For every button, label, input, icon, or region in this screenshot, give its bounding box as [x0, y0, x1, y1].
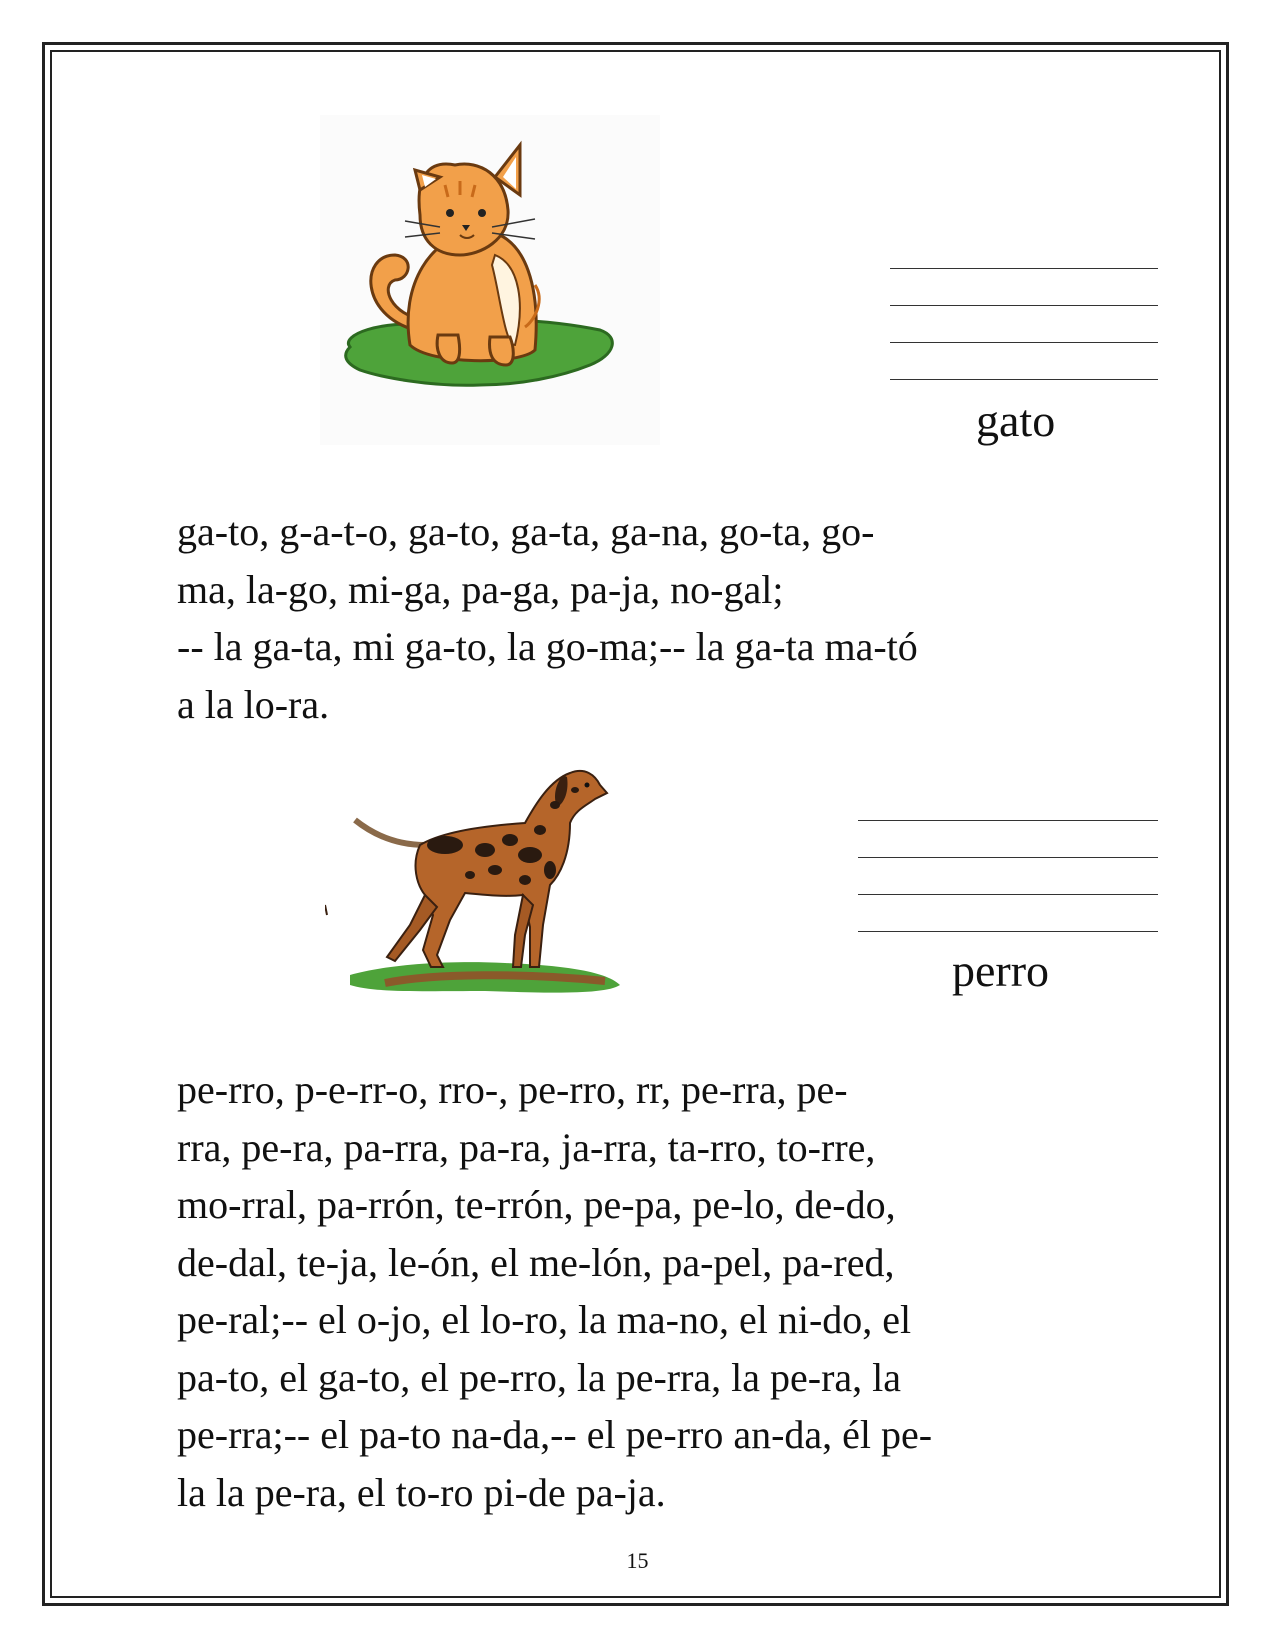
writing-line: [890, 342, 1158, 343]
word-label-gato: gato: [976, 395, 1056, 446]
writing-lines-perro[interactable]: [858, 820, 1158, 940]
syllable-paragraph-perro: [177, 1061, 1167, 1521]
text-line: pe-rra;-- el pa-to na-da,-- el pe-rro an-da, él pe-: [177, 1412, 933, 1457]
writing-line: [890, 379, 1158, 380]
writing-lines-gato[interactable]: [890, 268, 1158, 388]
text-line: pa-to, el ga-to, el pe-rro, la pe-rra, la pe-ra, la: [177, 1354, 902, 1400]
writing-line: [858, 894, 1158, 895]
text-line: la la pe-ra, el to-ro pi-de pa-ja.: [177, 1469, 666, 1515]
writing-line: [858, 857, 1158, 858]
text-line: de-dal, te-ja, le-ón, el me-lón, pa-pel, pa-red,: [177, 1239, 895, 1285]
text-line: pe-rro, p-e-rr-o, rro-, pe-rro, rr, pe-rra, pe-: [177, 1067, 848, 1112]
text-line: rra, pe-ra, pa-rra, pa-ra, ja-rra, ta-rro, to-rre,: [177, 1124, 876, 1170]
text-line: ga-to, g-a-t-o, ga-to, ga-ta, ga-na, go-ta, go-: [177, 509, 875, 554]
text-line: mo-rral, pa-rrón, te-rrón, pe-pa, pe-lo, de-do,: [177, 1182, 896, 1227]
text-line: pe-ral;-- el o-jo, el lo-ro, la ma-no, el ni-do, el: [177, 1297, 912, 1342]
syllable-paragraph-gato: [177, 503, 1167, 733]
writing-line: [890, 305, 1158, 306]
text-line: a la lo-ra.: [177, 681, 330, 727]
writing-line: [858, 931, 1158, 932]
dog-illustration: [325, 745, 655, 1005]
text-line: ma, la-go, mi-ga, pa-ga, pa-ja, no-gal;: [177, 566, 784, 612]
word-label-perro: perro: [952, 945, 1050, 996]
cat-illustration: [320, 115, 660, 445]
writing-line: [858, 820, 1158, 821]
writing-line: [890, 268, 1158, 269]
page-number: 15: [626, 1548, 649, 1573]
text-line: -- la ga-ta, mi ga-to, la go-ma;-- la ga-ta ma-tó: [177, 624, 918, 669]
